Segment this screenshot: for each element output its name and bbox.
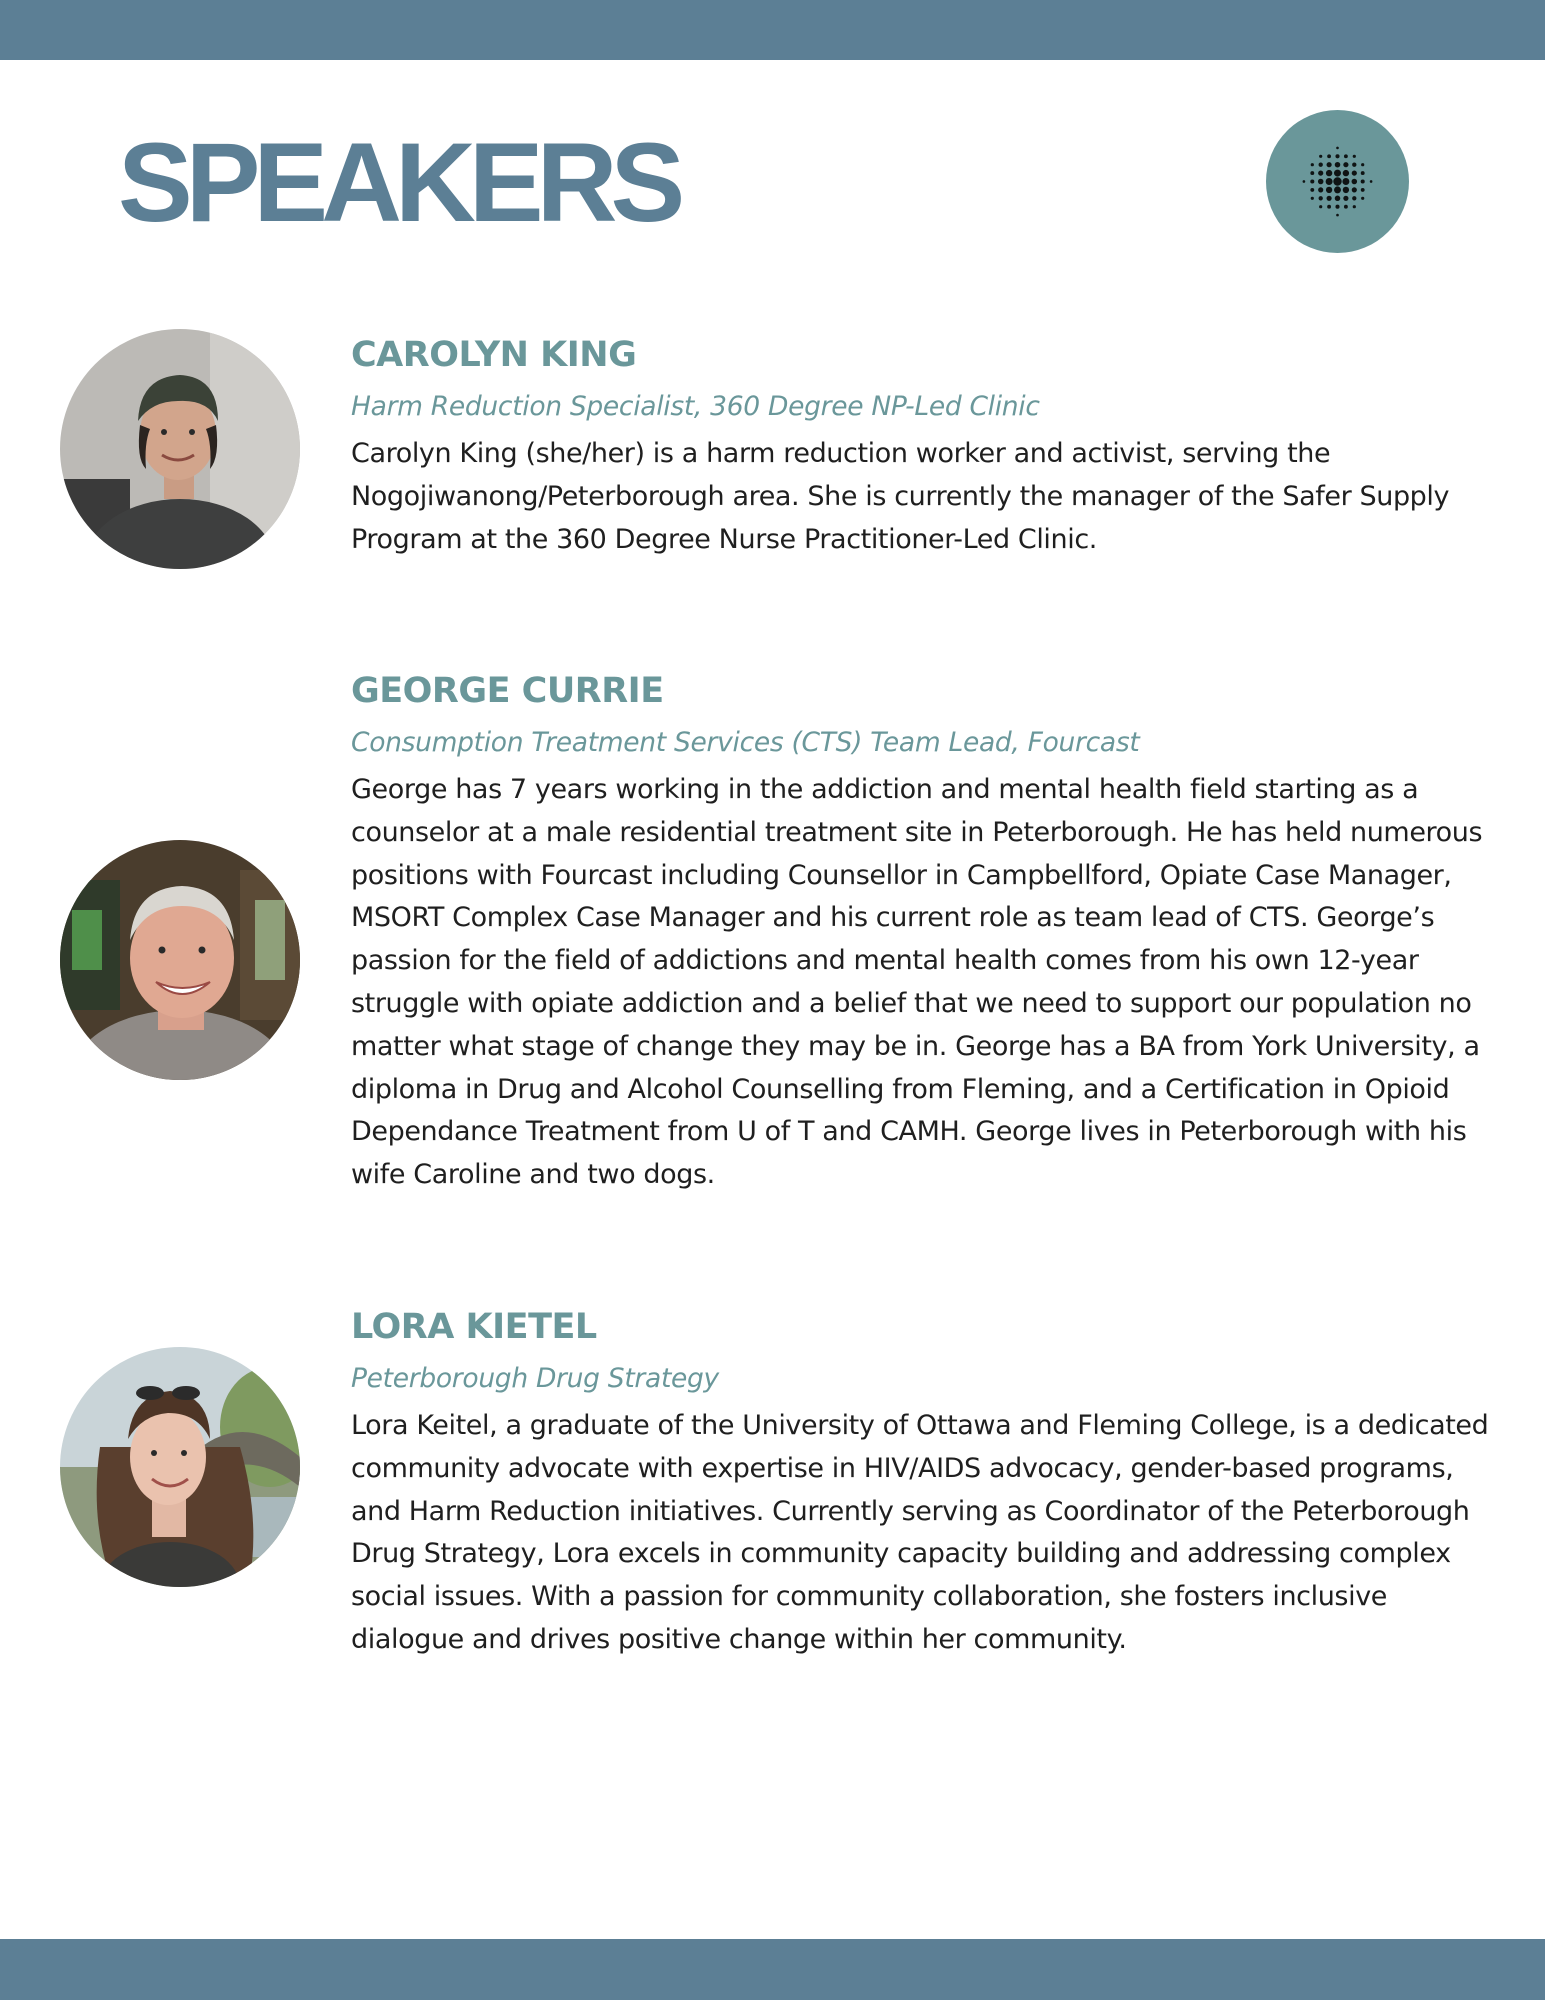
logo-dot: [1311, 163, 1314, 166]
logo-dot: [1335, 162, 1341, 168]
logo-dot: [1318, 179, 1324, 185]
bottom-band: [0, 1939, 1545, 2000]
logo-dot: [1342, 178, 1349, 185]
logo-dot: [1310, 171, 1314, 175]
logo-dot: [1310, 179, 1314, 183]
logo-dot: [1336, 214, 1339, 217]
logo-dot: [1352, 196, 1356, 200]
logo-dot: [1311, 197, 1314, 200]
logo-dot: [1336, 147, 1339, 150]
logo-dot: [1352, 179, 1358, 185]
logo-dot: [1319, 163, 1323, 167]
speaker-name: GEORGE CURRIE: [351, 671, 664, 711]
logo-dot: [1334, 186, 1341, 193]
logo-dot: [1344, 154, 1348, 158]
speaker-photo: [60, 329, 300, 569]
speaker-info: [351, 329, 1501, 561]
logo-dot: [1344, 205, 1348, 209]
speaker-role: Peterborough Drug Strategy: [351, 1363, 719, 1394]
speaker-bio: Lora Keitel, a graduate of the University of Ottawa and Fleming College, is a dedicated community advocate with expertise in HIV/AIDS advocacy, gender-based programs, and Harm Reduction initiatives. Currently serving as Coordinator of the Peterborough Drug Strategy, Lora excels in community capacity building and addressing complex social issues. With a passion for community collaboration, she fosters inclusive dialogue and drives positive change within her community.: [351, 1410, 1489, 1655]
speaker-role: Harm Reduction Specialist, 360 Degree NP-Led Clinic: [351, 391, 1040, 422]
speaker-photo: [60, 840, 300, 1080]
logo-dot: [1326, 178, 1333, 185]
logo-dot: [1335, 196, 1341, 202]
logo-dot: [1326, 187, 1332, 193]
logo-dot: [1326, 170, 1332, 176]
logo-dot: [1353, 205, 1356, 208]
logo-dot: [1327, 154, 1331, 158]
logo-dot: [1343, 196, 1348, 201]
logo-dot: [1352, 171, 1357, 176]
speaker-role: Consumption Treatment Services (CTS) Team Lead, Fourcast: [351, 727, 1140, 758]
dotted-sphere-icon: [1266, 110, 1409, 253]
logo-dot: [1318, 171, 1323, 176]
logo-dot: [1333, 177, 1341, 185]
logo-dot: [1334, 170, 1341, 177]
logo-dot: [1361, 163, 1364, 166]
logo-dot: [1343, 162, 1348, 167]
logo-dot: [1335, 154, 1339, 158]
logo-dot: [1343, 187, 1349, 193]
logo-dot: [1318, 187, 1323, 192]
page-title: SPEAKERS: [118, 120, 679, 245]
speaker-name: CAROLYN KING: [351, 335, 637, 375]
speaker-bio: George has 7 years working in the addiction and mental health field starting as a counselor at a male residential treatment site in Peterborough. He has held numerous positions with Fourcast including Counsellor in Campbellford, Opiate Case Manager, MSORT Complex Case Manager and his current role as team lead of CTS. George’s passion for the field of addictions and mental health comes from his own 12-year struggle with opiate addiction and a belief that we need to support our population no matter what stage of change they may be in. George has a BA from York University, a diploma in Drug and Alcohol Counselling from Fleming, and a Certification in Opioid Dependance Treatment from U of T and CAMH. George lives in Peterborough with his wife Caroline and two dogs.: [351, 774, 1483, 1191]
logo-dot: [1319, 205, 1322, 208]
top-band: [0, 0, 1545, 60]
speaker-info: [351, 665, 1501, 1197]
logo-dot: [1310, 188, 1314, 192]
logo-dot: [1327, 162, 1332, 167]
logo-dot: [1319, 155, 1322, 158]
logo-dot: [1361, 171, 1365, 175]
logo-dot: [1303, 180, 1306, 183]
logo-dot: [1361, 197, 1364, 200]
speaker-name: LORA KIETEL: [351, 1307, 597, 1347]
speaker-info: [351, 1301, 1501, 1662]
logo-dot: [1370, 180, 1373, 183]
logo-dot: [1361, 188, 1365, 192]
logo-dot: [1353, 155, 1356, 158]
logo-dot: [1343, 170, 1349, 176]
speaker-bio: Carolyn King (she/her) is a harm reduction worker and activist, serving the Nogojiwanong/Peterborough area. She is currently the manager of the Safer Supply Program at the 360 Degree Nurse Practitioner-Led Clinic.: [351, 438, 1450, 555]
speaker-photo: [60, 1347, 300, 1587]
logo-dot: [1327, 196, 1332, 201]
logo-dot: [1327, 205, 1331, 209]
logo-dot: [1352, 163, 1356, 167]
logo-dot: [1319, 196, 1323, 200]
logo-dot: [1335, 205, 1339, 209]
logo-dot: [1352, 187, 1357, 192]
logo-dot: [1361, 179, 1365, 183]
